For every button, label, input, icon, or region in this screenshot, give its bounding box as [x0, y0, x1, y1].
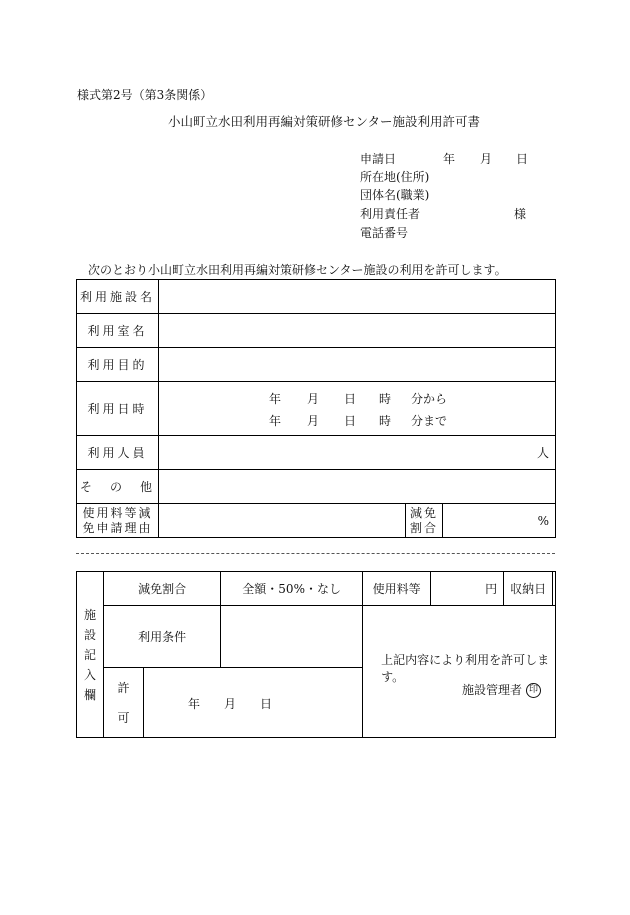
from-minute: 分から [411, 392, 448, 406]
application-year: 年 [443, 152, 456, 166]
to-year: 年 [269, 414, 282, 428]
datetime-field[interactable] [159, 382, 556, 436]
application-month: 月 [480, 152, 493, 166]
permit-date-field[interactable] [144, 668, 363, 738]
manager-label: 施設管理者 [461, 683, 522, 697]
other-field[interactable] [159, 470, 556, 504]
seal-icon: 印 [526, 683, 541, 698]
page-title: 小山町立水田利用再編対策研修センター施設利用許可書 [168, 114, 481, 129]
reduction-rate-field[interactable] [443, 504, 556, 538]
to-month: 月 [307, 414, 320, 428]
divider [76, 553, 555, 554]
permit-char-2: 可 [117, 710, 130, 725]
phone-label: 電話番号 [360, 226, 409, 240]
facility-name-field[interactable] [159, 280, 556, 314]
manager-signature [462, 681, 541, 698]
room-name-label: 利用室名 [77, 314, 159, 348]
fee-field[interactable] [431, 572, 504, 606]
side-char-4: 入 [83, 667, 96, 682]
application-day: 日 [516, 152, 529, 166]
reduction-rate-label [406, 504, 443, 538]
permit-label [104, 668, 144, 738]
facility-entry-table [76, 571, 556, 738]
side-char-5: 欄 [83, 687, 96, 702]
reduction-rate-header: 減免割合 [104, 572, 221, 606]
receipt-date-label: 収納日 [504, 572, 553, 606]
people-count-label: 利用人員 [77, 436, 159, 470]
purpose-field[interactable] [159, 348, 556, 382]
group-name-label: 団体名(職業) [360, 188, 430, 202]
permission-text: 上記内容により利用を許可します。 [381, 653, 550, 684]
fee-reason-field[interactable] [159, 504, 406, 538]
form-number: 様式第2号（第3条関係） [77, 88, 213, 102]
conditions-field[interactable] [221, 606, 363, 668]
side-char-1: 施 [83, 607, 96, 622]
responsible-person-label: 利用責任者 [360, 207, 421, 221]
intro-text: 次のとおり小山町立水田利用再編対策研修センター施設の利用を許可します。 [88, 263, 507, 277]
facility-name-label: 利用施設名 [77, 280, 159, 314]
to-hour: 時 [379, 414, 392, 428]
fee-header: 使用料等 [363, 572, 431, 606]
side-char-2: 設 [83, 627, 96, 642]
side-char-3: 記 [83, 647, 96, 662]
people-count-field[interactable] [159, 436, 556, 470]
from-hour: 時 [379, 392, 392, 406]
honorific: 様 [514, 207, 527, 221]
reduction-line-2: 割合 [409, 520, 438, 535]
usage-table [76, 279, 556, 538]
percent-sign: % [537, 513, 549, 528]
purpose-label: 利用目的 [77, 348, 159, 382]
permit-month: 月 [224, 697, 237, 711]
permission-area [363, 606, 556, 738]
from-year: 年 [269, 392, 282, 406]
fee-reason-label [77, 504, 159, 538]
datetime-label: 利用日時 [77, 382, 159, 436]
conditions-label: 利用条件 [104, 606, 221, 668]
facility-side-label [77, 572, 104, 738]
reduction-line-1: 減免 [409, 505, 438, 520]
to-day: 日 [344, 414, 357, 428]
application-date-label: 申請日 [360, 152, 397, 166]
room-name-field[interactable] [159, 314, 556, 348]
other-label: そ の 他 [77, 470, 159, 504]
from-month: 月 [307, 392, 320, 406]
reduction-options[interactable]: 全額・50%・なし [221, 572, 363, 606]
fee-reason-line-2: 免申請理由 [82, 520, 153, 535]
address-label: 所在地(住所) [360, 170, 430, 184]
to-minute: 分まで [411, 414, 448, 428]
permit-day: 日 [260, 697, 273, 711]
yen-sign: 円 [485, 582, 498, 596]
receipt-date-field[interactable] [553, 572, 556, 606]
fee-reason-line-1: 使用料等減 [82, 505, 153, 520]
permit-year: 年 [188, 697, 201, 711]
from-day: 日 [344, 392, 357, 406]
people-unit: 人 [536, 446, 549, 460]
permit-char-1: 許 [117, 680, 130, 695]
